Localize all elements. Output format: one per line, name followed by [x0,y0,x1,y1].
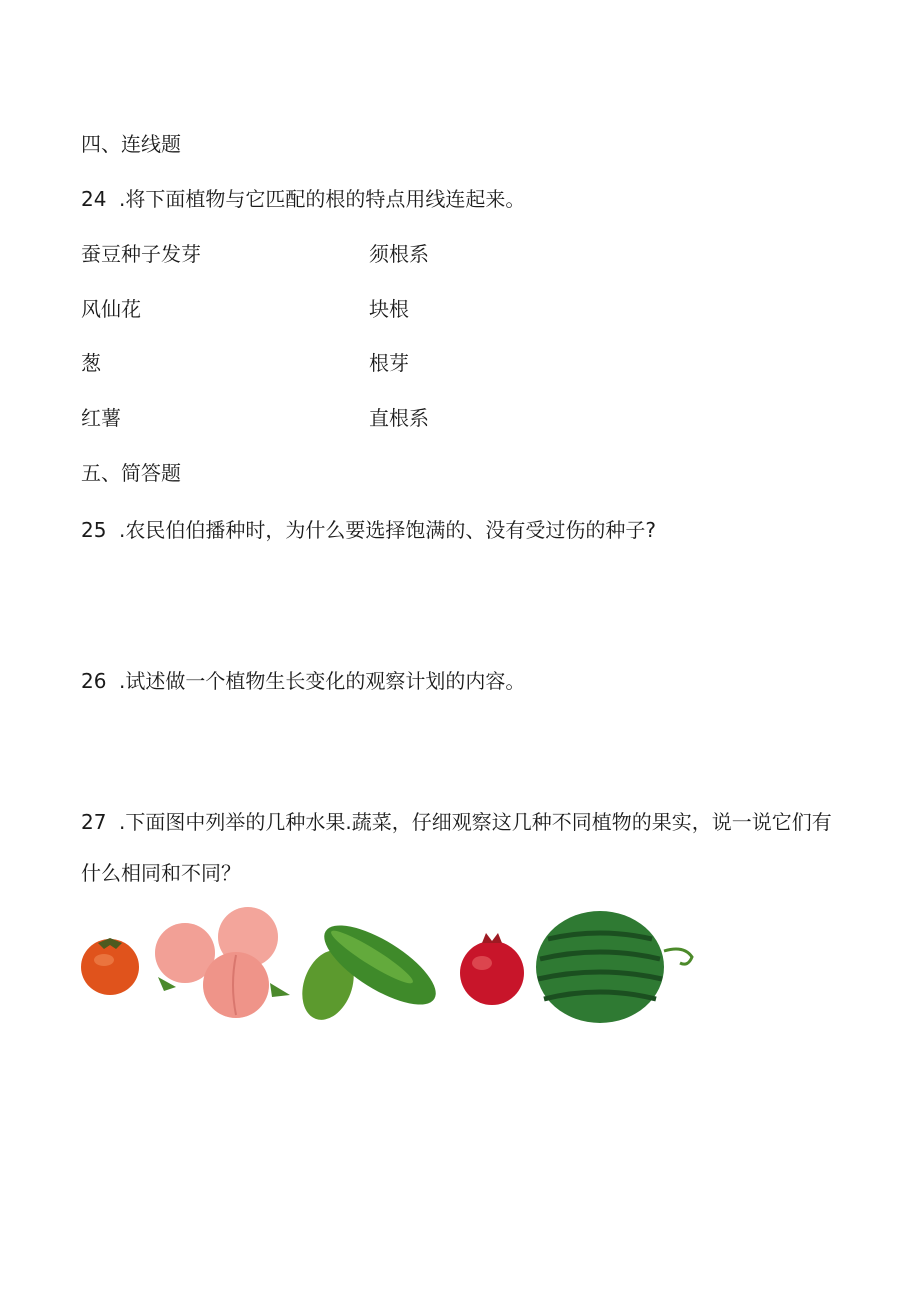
question-number: 24 [81,187,107,211]
section-heading-matching: 四、连线题 [81,132,181,156]
right-item-4: 直根系 [369,406,429,430]
pomegranate-image [460,933,524,1005]
left-item-1: 蚕豆种子发芽 [81,242,201,266]
question-number: 25 [81,518,107,542]
question-25 [81,518,656,542]
left-item-3: 葱 [81,351,101,375]
watermelon-image [536,911,692,1023]
question-27-continued: 什么相同和不同？ [81,861,241,885]
question-text: .下面图中列举的几种水果.蔬菜，仔细观察这几种不同植物的果实，说一说它们有 [119,810,832,834]
right-item-1: 须根系 [369,242,429,266]
persimmon-image [81,938,139,995]
question-26 [81,669,525,693]
right-item-2: 块根 [369,297,409,321]
question-number: 27 [81,810,107,834]
section-heading-short-answer: 五、简答题 [81,461,181,485]
question-24 [81,187,525,211]
left-item-4: 红薯 [81,406,121,430]
question-27 [81,810,832,834]
question-text: .将下面植物与它匹配的根的特点用线连起来。 [119,187,526,211]
question-text: .试述做一个植物生长变化的观察计划的内容。 [119,669,526,693]
question-number: 26 [81,669,107,693]
fruit-vegetable-figure [80,905,700,1030]
cucumbers-image [293,911,447,1027]
question-text: .农民伯伯播种时，为什么要选择饱满的、没有受过伤的种子? [119,518,656,542]
right-item-3: 根芽 [369,351,409,375]
peaches-image [155,907,290,1018]
left-item-2: 风仙花 [81,297,141,321]
